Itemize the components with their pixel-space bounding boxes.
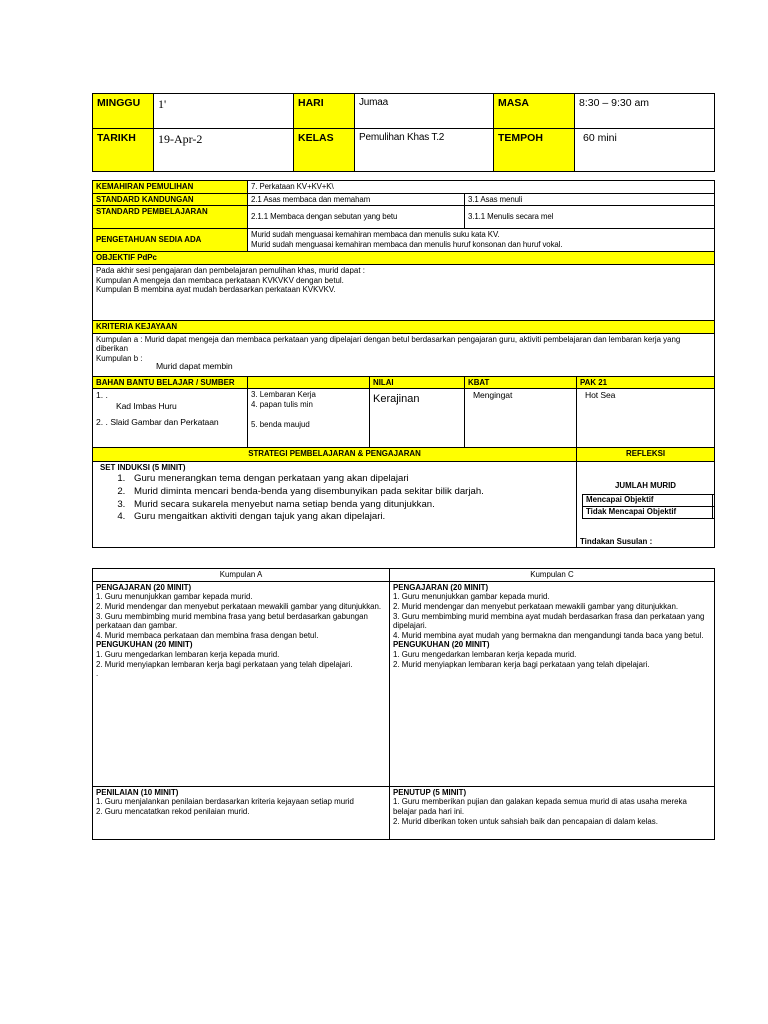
bbm-item-4: 4. papan tulis min — [251, 399, 313, 409]
kumpulan-c-body — [390, 581, 715, 786]
kumpulan-a-pengajaran-item: 1. Guru menunjukkan gambar kepada murid. — [96, 592, 253, 602]
penilaian-cell — [93, 786, 390, 839]
kriteria-body — [93, 333, 715, 376]
tarikh-label: TARIKH — [93, 129, 154, 172]
jumlah-murid-table — [582, 494, 715, 519]
kumpulan-table — [92, 568, 715, 840]
nilai-value: Kerajinan — [370, 389, 465, 448]
pak21-label: PAK 21 — [577, 376, 715, 389]
pak21-value: Hot Sea — [577, 389, 715, 448]
kumpulan-a-body — [93, 581, 390, 786]
lesson-plan-table — [92, 180, 715, 548]
penutup-item: 2. Murid diberikan token untuk sahsiah baik dan pencapaian di dalam kelas. — [393, 816, 658, 826]
mencapai-label: Mencapai Objektif — [583, 494, 713, 506]
strategi-label: STRATEGI PEMBELAJARAN & PENGAJARAN — [93, 448, 577, 462]
kumpulan-c-pengajaran-item: 1. Guru menunjukkan gambar kepada murid. — [393, 592, 550, 602]
objektif-label: OBJEKTIF PdPc — [93, 252, 715, 265]
refleksi-label: REFLEKSI — [577, 448, 715, 462]
kumpulan-a-pengajaran-item: 4. Murid membaca perkataan dan membina frasa dengan betul. — [96, 630, 319, 640]
pengetahuan-line-2: Murid sudah menguasai kemahiran membaca dan menulis huruf konsonan dan huruf vokal. — [251, 239, 563, 249]
masa-label: MASA — [494, 94, 575, 129]
kumpulan-c-pengajaran-label: PENGAJARAN (20 MINIT) — [393, 582, 489, 592]
penutup-item: 1. Guru memberikan pujian dan galakan kepada semua murid di atas usaha mereka belajar pada hari ini. — [393, 797, 687, 816]
kumpulan-a-pengajaran-label: PENGAJARAN (20 MINIT) — [96, 582, 192, 592]
bbm-list-1 — [93, 389, 248, 448]
kriteria-a: Kumpulan a : Murid dapat mengeja dan membaca perkataan yang dipelajari dengan betul berdasarkan pengajaran guru, aktiviti pembelajaran dan lembaran kerja yang diberikan — [96, 334, 681, 354]
standard-pembelajaran-value-2: 3.1.1 Menulis secara mel — [465, 206, 715, 229]
bbm-item-1: 1. . Kad Imbas Huru — [96, 390, 177, 411]
kelas-value: Pemulihan Khas T.2 — [355, 129, 494, 172]
kriteria-b: Murid dapat membin — [156, 361, 233, 372]
tempoh-value: 60 mini — [575, 129, 715, 172]
kumpulan-a-pengajaran-item: 2. Murid mendengar dan menyebut perkataan mewakili gambar yang ditunjukkan. — [96, 601, 382, 611]
set-induksi-label: SET INDUKSI (5 MINIT) — [100, 463, 186, 473]
set-induksi-item: 3. Murid secara sukarela menyebut nama setiap benda yang ditunjukkan. — [128, 499, 573, 512]
standard-kandungan-value-1: 2.1 Asas membaca dan memaham — [248, 193, 465, 206]
kumpulan-c-pengukuhan-item: 2. Murid menyiapkan lembaran kerja bagi perkataan yang telah dipelajari. — [393, 659, 650, 669]
hari-value: Jumaa — [355, 94, 494, 129]
tempoh-label: TEMPOH — [494, 129, 575, 172]
nilai-label: NILAI — [370, 376, 465, 389]
penilaian-item: 1. Guru menjalankan penilaian berdasarkan kriteria kejayaan setiap murid — [96, 797, 354, 807]
header-table — [92, 93, 715, 172]
kumpulan-a-pengukuhan-item: 1. Guru mengedarkan lembaran kerja kepada murid. — [96, 650, 280, 660]
kemahiran-label: KEMAHIRAN PEMULIHAN — [93, 181, 248, 194]
tarikh-value: 19-Apr-2 — [154, 129, 294, 172]
kbat-label: KBAT — [465, 376, 577, 389]
bbm-label: BAHAN BANTU BELAJAR / SUMBER — [93, 376, 248, 389]
bbm-item-5: 5. benda maujud — [251, 420, 310, 430]
pengetahuan-line-1: Murid sudah menguasai kemahiran membaca dan menulis suku kata KV. — [251, 230, 500, 240]
kumpulan-c-title: Kumpulan C — [390, 569, 715, 582]
set-induksi-cell — [93, 462, 577, 548]
penilaian-item: 2. Guru mencatatkan rekod penilaian murid. — [96, 806, 250, 816]
bbm-item-3: 3. Lembaran Kerja — [251, 390, 316, 400]
kumpulan-c-pengukuhan-label: PENGUKUHAN (20 MINIT) — [393, 640, 490, 650]
tidak-mencapai-count — [713, 506, 715, 518]
kumpulan-c-pengajaran-item: 4. Murid membina ayat mudah yang bermakna dan mengandungi tanda baca yang betul. — [393, 630, 704, 640]
tindakan-susulan: Tindakan Susulan : — [580, 536, 653, 546]
tidak-mencapai-label: Tidak Mencapai Objektif — [583, 506, 713, 518]
kriteria-b-label: Kumpulan b : — [96, 353, 143, 363]
penutup-cell — [390, 786, 715, 839]
objektif-body — [93, 264, 715, 320]
set-induksi-item: 4. Guru mengaitkan aktiviti dengan tajuk yang akan dipelajari. — [128, 511, 573, 524]
minggu-label: MINGGU — [93, 94, 154, 129]
bbm-list-2 — [248, 389, 370, 448]
set-induksi-item: 1. Guru menerangkan tema dengan perkataan yang akan dipelajari — [128, 473, 573, 486]
kumpulan-c-pengukuhan-item: 1. Guru mengedarkan lembaran kerja kepada murid. — [393, 650, 577, 660]
penutup-label: PENUTUP (5 MINIT) — [393, 787, 467, 797]
objektif-a: Kumpulan A mengeja dan membaca perkataan KVKVKV dengan betul. — [96, 275, 344, 285]
refleksi-cell — [577, 462, 715, 548]
pengetahuan-value — [248, 229, 715, 252]
objektif-b: Kumpulan B membina ayat mudah berdasarkan perkataan KVKVKV. — [96, 285, 336, 295]
kumpulan-a-pengukuhan-item: 2. Murid menyiapkan lembaran kerja bagi perkataan yang telah dipelajari. — [96, 659, 353, 669]
jumlah-murid-label: JUMLAH MURID — [615, 481, 676, 491]
masa-value: 8:30 – 9:30 am — [575, 94, 715, 129]
standard-pembelajaran-value-1: 2.1.1 Membaca dengan sebutan yang betu — [248, 206, 465, 229]
kumpulan-a-pengukuhan-item: . — [96, 669, 99, 679]
kumpulan-a-pengajaran-item: 3. Guru membimbing murid membina frasa yang betul berdasarkan gabungan perkataan dan gambar. — [96, 611, 368, 631]
standard-kandungan-label: STANDARD KANDUNGAN — [93, 193, 248, 206]
hari-label: HARI — [294, 94, 355, 129]
standard-kandungan-value-2: 3.1 Asas menuli — [465, 193, 715, 206]
kumpulan-c-pengajaran-item: 2. Murid mendengar dan menyebut perkataan mewakili gambar yang ditunjukkan. — [393, 601, 679, 611]
set-induksi-item: 2. Murid diminta mencari benda-benda yang disembunyikan pada sekitar bilik darjah. — [128, 486, 573, 499]
kelas-label: KELAS — [294, 129, 355, 172]
kriteria-label: KRITERIA KEJAYAAN — [93, 320, 715, 333]
objektif-intro: Pada akhir sesi pengajaran dan pembelajaran pemulihan khas, murid dapat : — [96, 265, 365, 275]
pengetahuan-label: PENGETAHUAN SEDIA ADA — [93, 229, 248, 252]
kemahiran-value: 7. Perkataan KV+KV+K\ — [248, 181, 715, 194]
kumpulan-a-title: Kumpulan A — [93, 569, 390, 582]
minggu-value: 1' — [154, 94, 294, 129]
bbm-item-2: 2. . Slaid Gambar dan Perkataan — [96, 417, 219, 428]
mencapai-count — [713, 494, 715, 506]
kumpulan-c-pengajaran-item: 3. Guru membimbing murid membina ayat mudah berdasarkan frasa dan perkataan yang dipelajari. — [393, 611, 705, 631]
penilaian-label: PENILAIAN (10 MINIT) — [96, 787, 179, 797]
kbat-value: Mengingat — [465, 389, 577, 448]
kumpulan-a-pengukuhan-label: PENGUKUHAN (20 MINIT) — [96, 640, 193, 650]
standard-pembelajaran-label: STANDARD PEMBELAJARAN — [93, 206, 248, 229]
set-induksi-list — [96, 473, 573, 524]
